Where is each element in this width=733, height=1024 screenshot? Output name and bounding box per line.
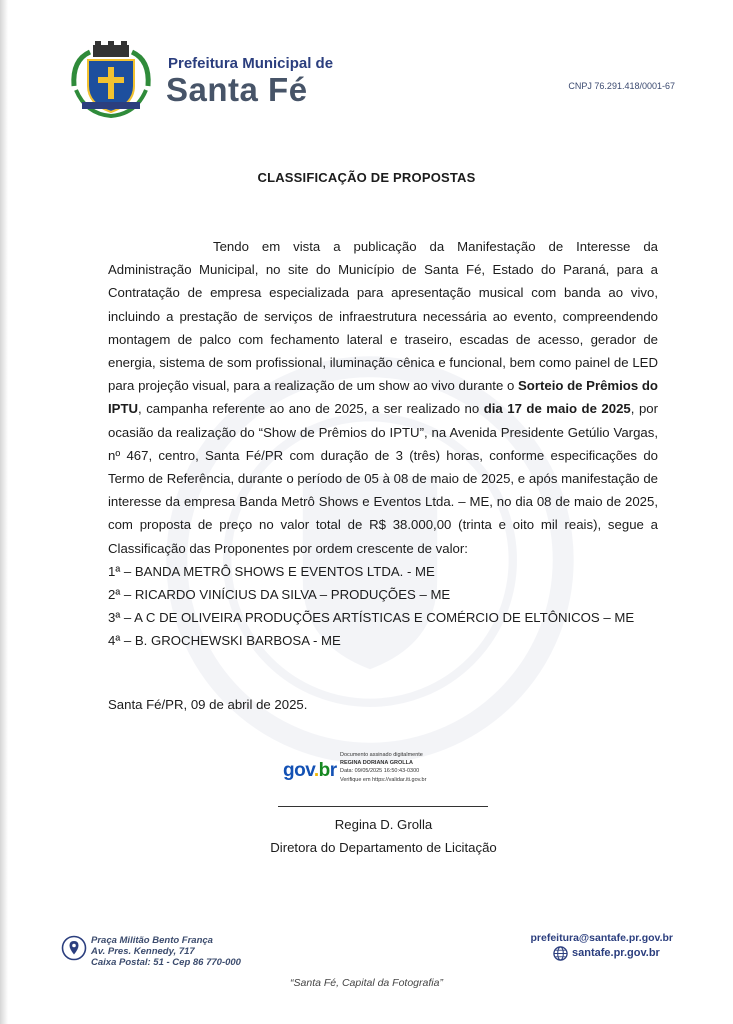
paragraph-bold-1: Sorteio de Prêmios do IPTU: [108, 378, 658, 417]
document-title: CLASSIFICAÇÃO DE PROPOSTAS: [257, 170, 476, 185]
footer-address: [91, 936, 241, 968]
footer-website[interactable]: santafe.pr.gov.br: [572, 947, 660, 959]
location-pin-icon: [61, 935, 87, 961]
paragraph-text-2: , campanha referente ao ano de 2025, a ser realizado no: [138, 401, 484, 417]
address-line-3: Caixa Postal: 51 - Cep 86 770-000: [91, 956, 241, 968]
signature-line: [278, 806, 488, 807]
page-edge-shadow: [0, 0, 8, 1024]
signer-name: Regina D. Grolla: [334, 817, 433, 832]
paragraph-bold-2: dia 17 de maio de 2025: [483, 401, 631, 417]
signature-details: [340, 751, 426, 784]
org-name-line1: Prefeitura Municipal de: [168, 55, 334, 72]
address-line-1: Praça Militão Bento França: [91, 935, 213, 946]
paragraph-text-3: , por ocasião da realização do “Show de Prêmios do IPTU”, na Avenida Presidente Getúlio Vargas, nº 467, centro, Santa Fé/PR com duração de 3 (três) horas, conforme especificações do Termo de Referência, durante o período de 05 à 08 de maio de 2025, e após manifestação de interesse da empresa Banda Metrô Shows e Eventos Ltda. – ME, no dia 08 de maio de 2025, com proposta de preço no valor total de R$ 38.000,00 (trinta e oito mil reais), segue a Classificação das Proponentes por ordem crescente de valor:: [108, 401, 658, 556]
signature-signer: REGINA DORIANA GROLLA: [340, 760, 413, 767]
municipal-crest-icon: [66, 40, 156, 118]
signer-role: Diretora do Departamento de Licitação: [270, 840, 497, 855]
footer-slogan: “Santa Fé, Capital da Fotografia”: [290, 977, 443, 989]
globe-icon: [553, 946, 568, 961]
signature-caption: Documento assinado digitalmente: [340, 752, 423, 758]
ranking-item-3: 3ª – A C DE OLIVEIRA PRODUÇÕES ARTÍSTICAS E COMÉRCIO DE ELTÔNICOS – ME: [108, 610, 635, 626]
signature-verify-link[interactable]: Verifique em https://validar.iti.gov.br: [340, 776, 427, 783]
digital-signature-stamp: [283, 748, 483, 796]
place-and-date: Santa Fé/PR, 09 de abril de 2025.: [108, 697, 308, 712]
ranking-item-2: 2ª – RICARDO VINÍCIUS DA SILVA – PRODUÇÕES – ME: [108, 587, 451, 603]
ranking-item-4: 4ª – B. GROCHEWSKI BARBOSA - ME: [108, 633, 341, 649]
ranking-item-1: 1ª – BANDA METRÔ SHOWS E EVENTOS LTDA. - ME: [108, 563, 435, 579]
document-body: [108, 235, 658, 653]
footer-email[interactable]: prefeitura@santafe.pr.gov.br: [530, 932, 673, 944]
signature-date: Data: 09/05/2025 16:50:43-0300: [340, 768, 420, 775]
govbr-logo: gov.br: [283, 760, 337, 781]
cnpj-number: CNPJ 76.291.418/0001-67: [568, 81, 675, 91]
main-paragraph: [108, 235, 658, 560]
org-name-line2: Santa Fé: [166, 71, 308, 108]
paragraph-text-1: Tendo em vista a publicação da Manifestação de Interesse da Administração Municipal, no site do Município de Santa Fé, Estado do Paraná, para a Contratação de empresa especializada para apresentação musical com banda ao vivo, incluindo a prestação de serviços de infraestrutura necessária ao evento, compreendendo montagem de palco com fechamento lateral e traseiro, escadas de acesso, gerador de energia, sistema de som profissional, iluminação cênica e funcional, bem como painel de LED para projeção visual, para a realização de um show ao vivo durante o: [108, 239, 658, 394]
ranking-list: [108, 560, 658, 653]
footer-website-row: [553, 945, 673, 963]
address-line-2: Av. Pres. Kennedy, 717: [91, 945, 195, 957]
